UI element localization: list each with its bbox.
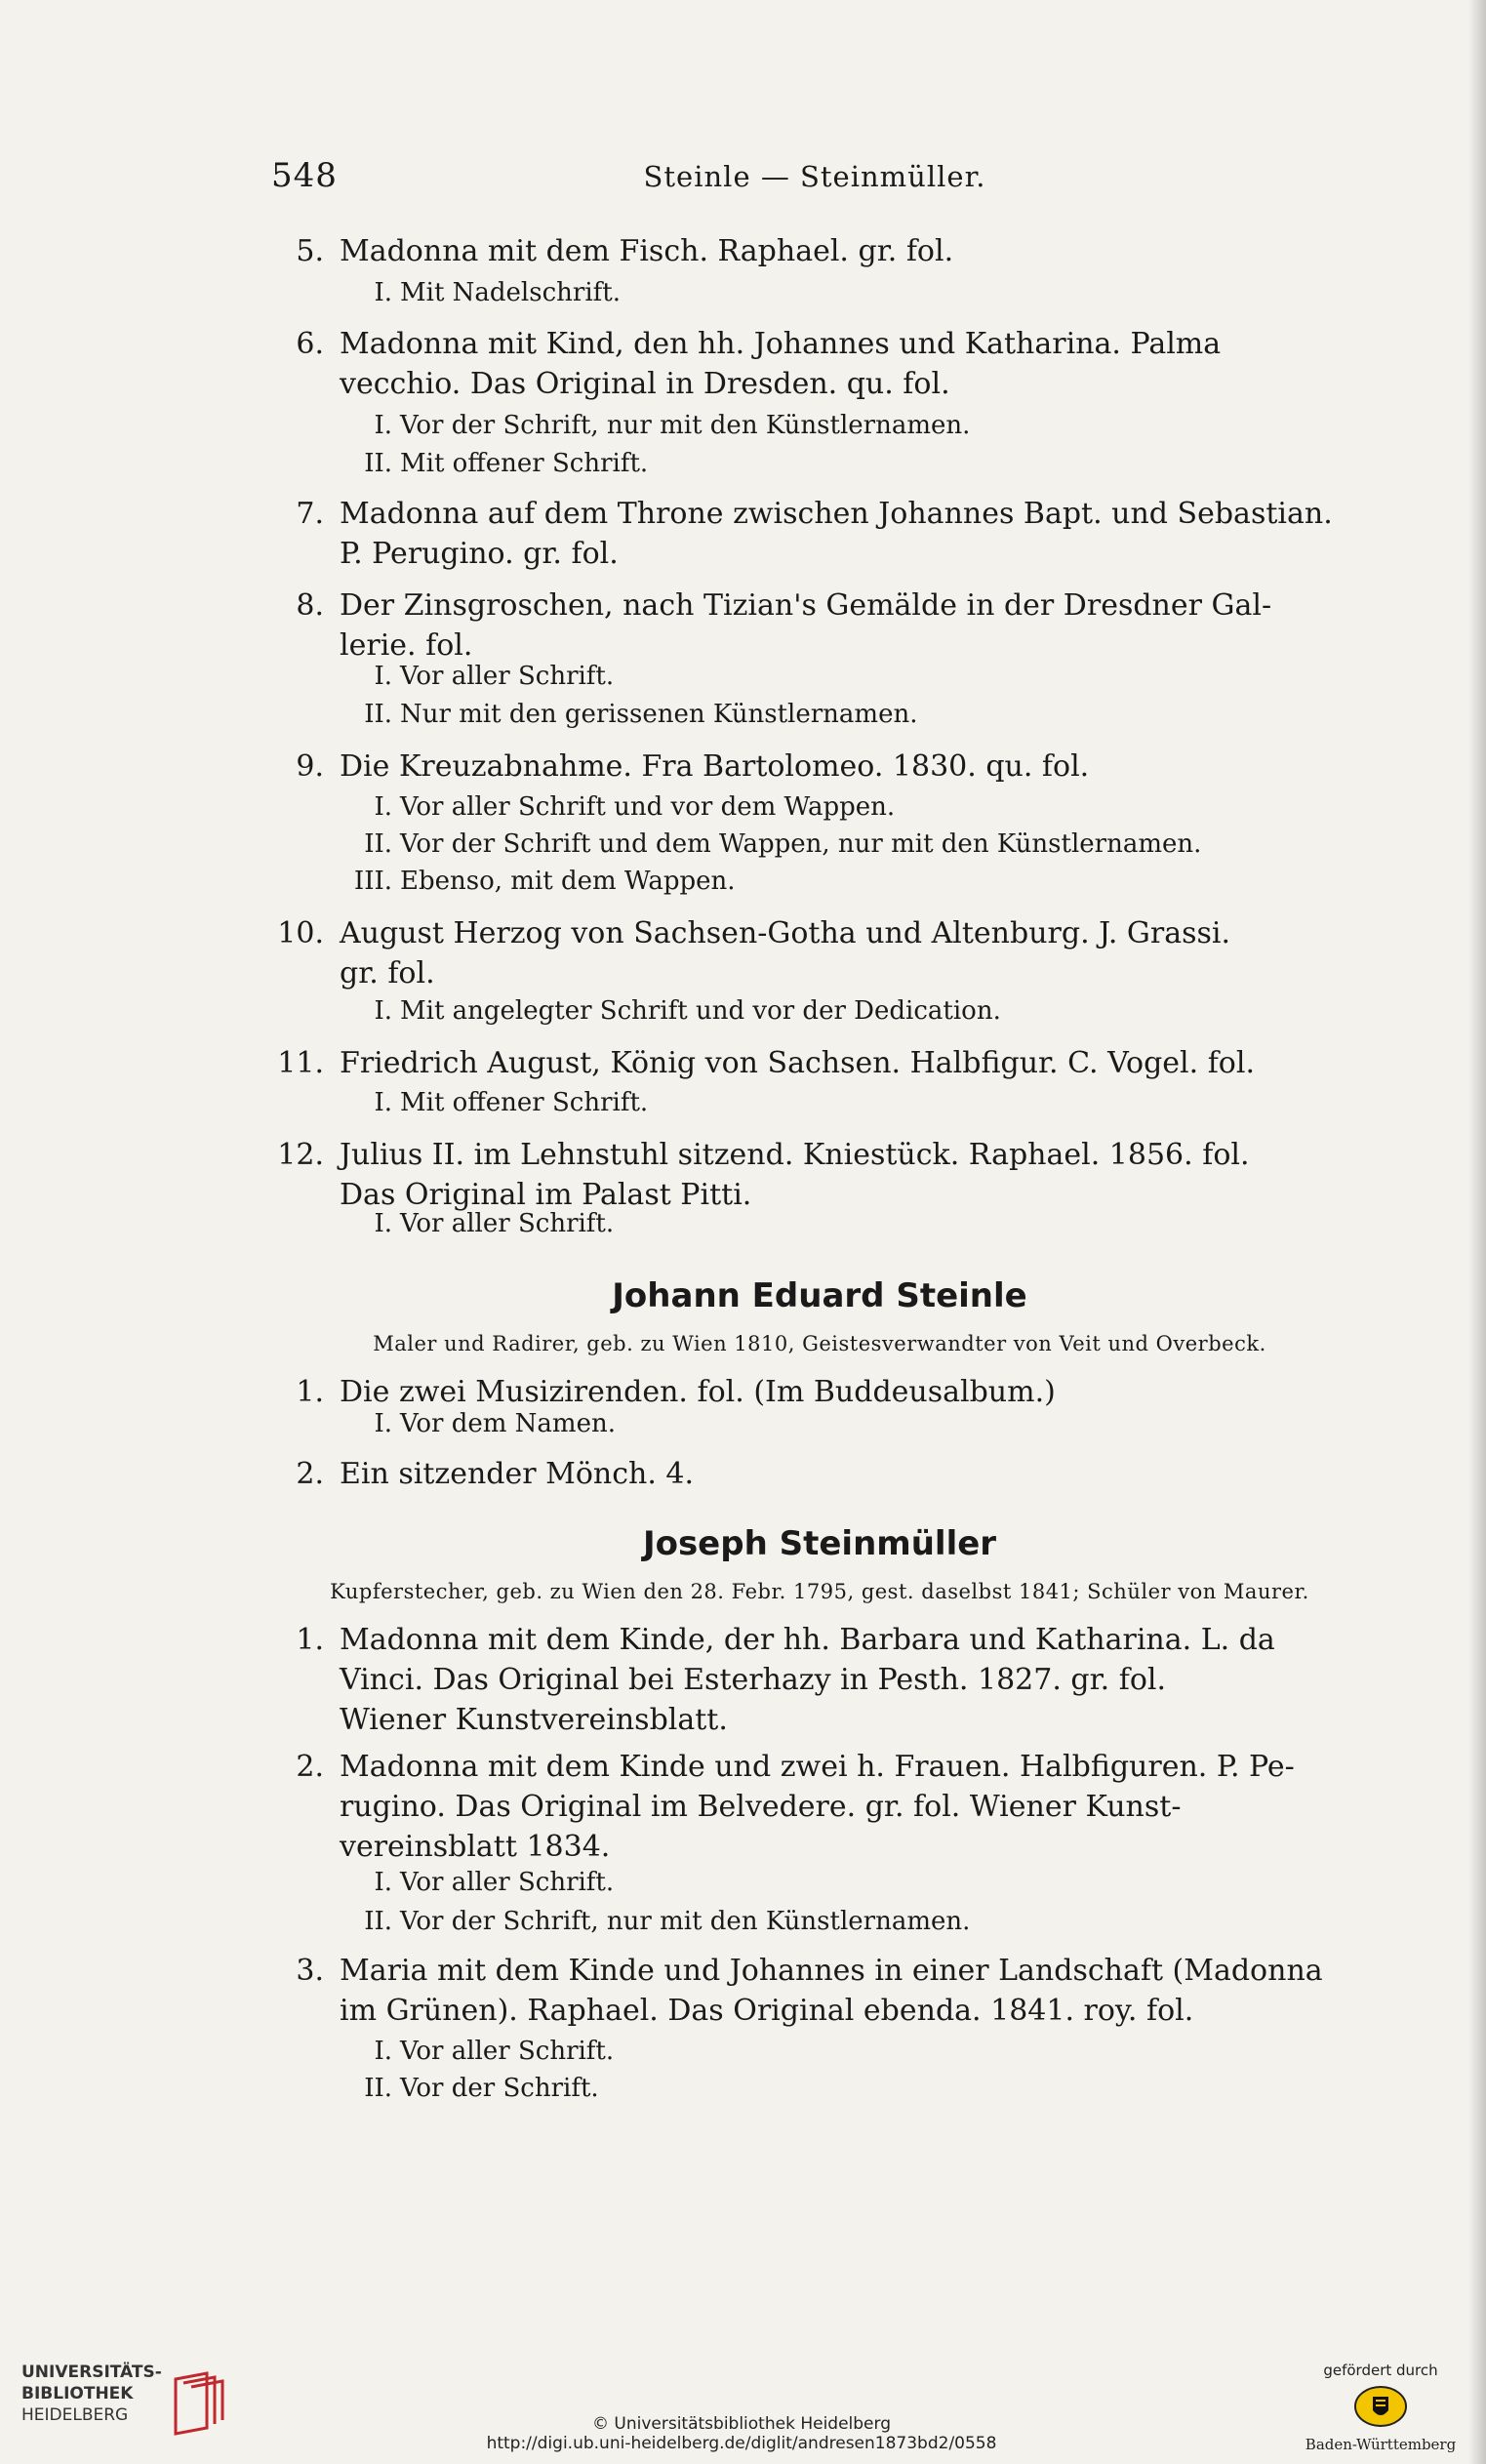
state-roman: I.: [374, 996, 392, 1026]
state-roman: II.: [364, 449, 392, 478]
footer-credit: [371, 2414, 1112, 2453]
state-roman: II.: [364, 1907, 392, 1936]
library-logo[interactable]: [21, 2362, 236, 2449]
entry-number: 12.: [277, 1138, 324, 1172]
entry-line: vecchio. Das Original in Dresden. qu. fol.: [340, 367, 950, 401]
entry-number: 2.: [296, 1457, 324, 1491]
entry-number: 8.: [296, 588, 324, 623]
coat-of-arms-icon: [1353, 2385, 1408, 2428]
state-roman: I.: [374, 662, 392, 691]
entry-line: Das Original im Palast Pitti.: [340, 1178, 752, 1212]
list-item: [263, 913, 1376, 993]
state-roman: II.: [364, 829, 392, 859]
entry-number: 1.: [296, 1375, 324, 1409]
section-title: Johann Eduard Steinle: [612, 1276, 1027, 1315]
list-item: [263, 1620, 1376, 1740]
entry-number: 10.: [277, 916, 324, 950]
state-roman: I.: [374, 411, 392, 440]
list-item: [263, 1135, 1376, 1215]
list-item: [263, 747, 1376, 787]
entry-text: Ein sitzender Mönch. 4.: [340, 1457, 695, 1491]
state-roman: I.: [374, 1409, 392, 1438]
entry-line: Madonna auf dem Throne zwischen Johannes Bapt. und Sebastian.: [340, 497, 1333, 531]
page-number: 548: [271, 156, 338, 195]
library-name-line: UNIVERSITÄTS-: [21, 2363, 162, 2382]
state-text: Mit offener Schrift.: [400, 1088, 649, 1117]
entry-number: 3.: [296, 1954, 324, 1988]
entry-text: Madonna mit dem Fisch. Raphael. gr. fol.: [340, 234, 954, 268]
state-name: Baden-Württemberg: [1305, 2436, 1457, 2453]
list-item: [263, 1454, 1376, 1494]
page-edge-shadow: [1468, 0, 1486, 2464]
list-item: [263, 586, 1376, 666]
list-item: [263, 324, 1376, 404]
funded-by-text: gefördert durch: [1323, 2362, 1438, 2379]
library-name-line: HEIDELBERG: [21, 2405, 129, 2425]
state-roman: I.: [374, 2037, 392, 2066]
entry-number: 11.: [277, 1046, 324, 1080]
state-text: Vor dem Namen.: [400, 1409, 616, 1438]
state-roman: II.: [364, 700, 392, 729]
state-item: [332, 866, 1386, 898]
list-item: [263, 1747, 1376, 1867]
state-text: Mit Nadelschrift.: [400, 278, 621, 307]
state-item: [332, 1208, 1386, 1240]
library-emblem-icon: [168, 2369, 226, 2438]
list-item: [263, 494, 1376, 574]
entry-line: Madonna mit dem Kinde und zwei h. Frauen. Halbfiguren. P. Pe-: [340, 1750, 1295, 1784]
entry-line: gr. fol.: [340, 956, 435, 990]
state-roman: II.: [364, 2074, 392, 2103]
state-item: [332, 1408, 1386, 1440]
entry-line: Wiener Kunstvereinsblatt.: [340, 1703, 728, 1737]
state-text: Nur mit den gerissenen Künstlernamen.: [400, 700, 918, 729]
entry-line: Maria mit dem Kinde und Johannes in einer Landschaft (Madonna: [340, 1954, 1323, 1988]
entry-line: Der Zinsgroschen, nach Tizian's Gemälde in der Dresdner Gal-: [340, 588, 1272, 623]
entry-text: Die zwei Musizirenden. fol. (Im Buddeusalbum.): [340, 1375, 1056, 1409]
entry-line: vereinsblatt 1834.: [340, 1830, 611, 1864]
state-item: [332, 1087, 1386, 1119]
state-text: Ebenso, mit dem Wappen.: [400, 867, 736, 896]
state-item: [332, 995, 1386, 1028]
state-text: Vor der Schrift.: [400, 2074, 599, 2103]
entry-line: August Herzog von Sachsen-Gotha und Altenburg. J. Grassi.: [340, 916, 1231, 950]
section-title: Joseph Steinmüller: [642, 1524, 997, 1563]
section-subtitle: Kupferstecher, geb. zu Wien den 28. Febr. 1795, gest. daselbst 1841; Schüler von Maurer.: [330, 1580, 1309, 1603]
state-text: Vor der Schrift und dem Wappen, nur mit den Künstlernamen.: [400, 829, 1202, 859]
state-text: Vor der Schrift, nur mit den Künstlernamen.: [400, 411, 971, 440]
entry-line: lerie. fol.: [340, 628, 473, 663]
list-item: [263, 1951, 1376, 2031]
section-subtitle: Maler und Radirer, geb. zu Wien 1810, Geistesverwandter von Veit und Overbeck.: [373, 1332, 1266, 1355]
permalink[interactable]: http://digi.ub.uni-heidelberg.de/diglit/andresen1873bd2/0558: [486, 2434, 997, 2453]
library-name-line: BIBLIOTHEK: [21, 2384, 134, 2403]
state-roman: I.: [374, 792, 392, 822]
state-item: [332, 699, 1386, 731]
entry-number: 1.: [296, 1623, 324, 1657]
state-roman: I.: [374, 1088, 392, 1117]
entry-number: 2.: [296, 1750, 324, 1784]
state-text: Vor aller Schrift und vor dem Wappen.: [400, 792, 896, 822]
state-item: [332, 828, 1386, 861]
entry-number: 6.: [296, 327, 324, 361]
running-head: Steinle — Steinmüller.: [643, 160, 986, 193]
entry-line: Madonna mit Kind, den hh. Johannes und Katharina. Palma: [340, 327, 1222, 361]
list-item: [263, 1372, 1376, 1412]
state-text: Vor aller Schrift.: [400, 662, 615, 691]
state-text: Mit angelegter Schrift und vor der Dedication.: [400, 996, 1001, 1026]
entry-line: Vinci. Das Original bei Esterhazy in Pesth. 1827. gr. fol.: [340, 1663, 1167, 1697]
state-item: [332, 448, 1386, 480]
entry-number: 7.: [296, 497, 324, 531]
funding-notice: [1288, 2362, 1473, 2453]
entry-text: Friedrich August, König von Sachsen. Halbfigur. C. Vogel. fol.: [340, 1046, 1255, 1080]
entry-line: im Grünen). Raphael. Das Original ebenda. 1841. roy. fol.: [340, 1994, 1194, 2028]
entry-text: Die Kreuzabnahme. Fra Bartolomeo. 1830. qu. fol.: [340, 749, 1090, 784]
state-text: Vor aller Schrift.: [400, 1868, 615, 1897]
list-item: [263, 231, 1376, 271]
state-roman: I.: [374, 278, 392, 307]
entry-line: P. Perugino. gr. fol.: [340, 537, 619, 571]
state-item: [332, 2073, 1386, 2105]
state-item: [332, 2036, 1386, 2068]
entry-line: rugino. Das Original im Belvedere. gr. fol. Wiener Kunst-: [340, 1790, 1182, 1824]
state-item: [332, 661, 1386, 693]
list-item: [263, 1043, 1376, 1083]
copyright-text: © Universitätsbibliothek Heidelberg: [591, 2414, 891, 2434]
state-item: [332, 1867, 1386, 1899]
entry-line: Madonna mit dem Kinde, der hh. Barbara und Katharina. L. da: [340, 1623, 1275, 1657]
state-roman: I.: [374, 1209, 392, 1238]
state-item: [332, 277, 1386, 309]
state-text: Vor aller Schrift.: [400, 2037, 615, 2066]
entry-line: Julius II. im Lehnstuhl sitzend. Kniestück. Raphael. 1856. fol.: [340, 1138, 1250, 1172]
entry-number: 9.: [296, 749, 324, 784]
state-item: [332, 410, 1386, 442]
page-header: [263, 156, 1366, 205]
entry-number: 5.: [296, 234, 324, 268]
state-text: Mit offener Schrift.: [400, 449, 649, 478]
state-text: Vor aller Schrift.: [400, 1209, 615, 1238]
state-roman: III.: [353, 867, 392, 896]
state-roman: I.: [374, 1868, 392, 1897]
state-text: Vor der Schrift, nur mit den Künstlernamen.: [400, 1907, 971, 1936]
state-item: [332, 791, 1386, 824]
state-item: [332, 1906, 1386, 1938]
